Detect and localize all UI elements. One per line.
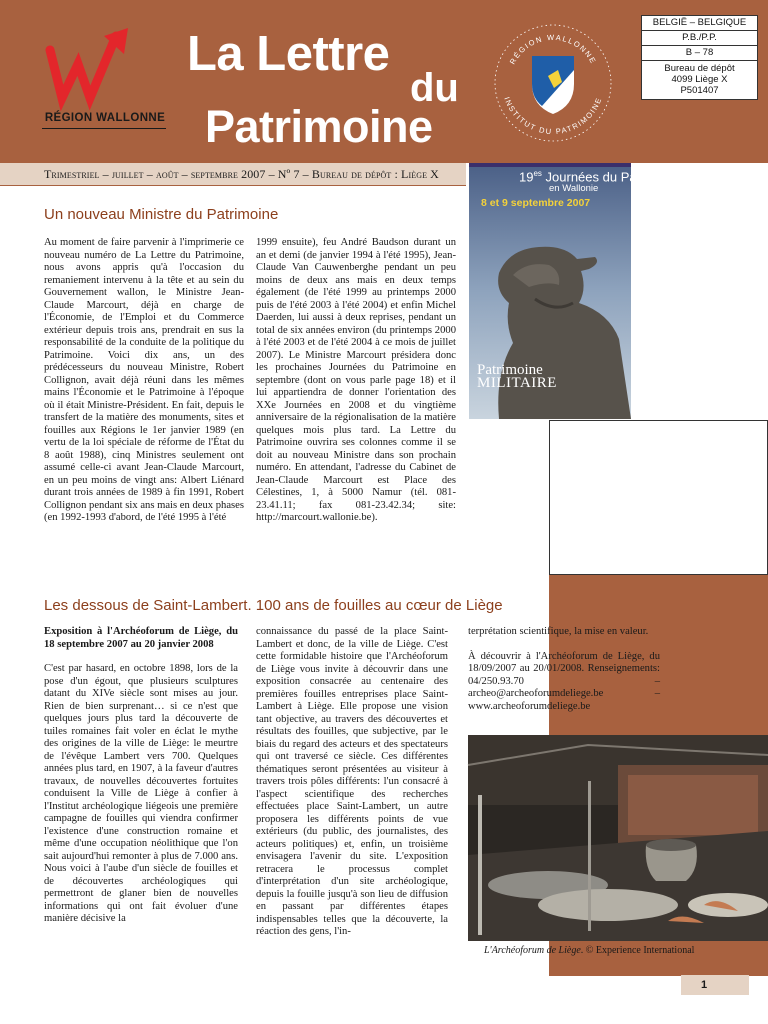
logo-underline	[42, 128, 166, 129]
issue-info-strip	[0, 163, 466, 186]
postal-code: B – 78	[642, 46, 757, 61]
article-saint-lambert-column-1	[44, 626, 238, 962]
poster-title-patrimoine: Patrimoine	[477, 362, 543, 378]
article-saint-lambert-heading: Les dessous de Saint-Lambert. 100 ans de fouilles au cœur de Liège	[44, 597, 503, 614]
photo-caption	[484, 945, 694, 956]
title-patrimoine: Patrimoine	[205, 101, 433, 152]
article-ministre-column-1: Au moment de faire parvenir à l'imprimerie ce nouveau numéro de La Lettre du Patrimoine, nous avons appris qu'à l'occasion du remaniement intervenu à la tête et au sein du Gouvernement wallon, le Ministre Jean-Claude Marcourt, déjà en charge de l'Économie, de l'Emploi et du Commerce extérieur depuis trois ans, prendrait en sus la responsabilité de la conduite de la politique du Patrimoine. Voici dix ans, un des prédécesseurs du nouveau Ministre, Robert Collignon, avait déjà réuni dans les mêmes mains l'Économie et le Patrimoine à l'époque où il était Ministre-Président. En fait, depuis le transfert de la matière des monuments, sites et fouilles aux Régions le 1er janvier 1989 (en vertu de la loi spéciale de réforme de l'État du 8 août 1988), cinq Ministres seulement ont assumé celle-ci avant Jean-Claude Marcourt, en un peu moins de vingt ans: Albert Liénard durant trois années de 1989 à fin 1991, Robert Collignon pendant six ans mais en deux phases (en 1992-1993 d'abord, de l'été 1995 à l'été	[44, 237, 244, 523]
article-saint-lambert-text-1: C'est par hasard, en octobre 1898, lors de la pose d'un égout, que plusieurs sculptures datant du XIVe siècle sont mises au jour. Rien de bien surprenant… si ce n'est que quelques jours plus tard la découverte de tuiles romaines fait voler en éclat le mythe des origines de la ville de Liège: le meurtre de l'évêque Lambert vers 700. Quelques années plus tard, en 1907, à la faveur d'autres travaux, de nouvelles découvertes fortuites conduisent la Ville de Liège à confier à l'Institut archéologique liégeois une première campagne de fouilles qui viendra confirmer l'existence d'une construction romaine et même d'une occupation néolithique que l'on sait aujourd'hui remonter à plus de 7.000 ans. Nous voici à l'aube d'un siècle de fouilles et de découvertes archéologiques qui permettront de glaner bien de nouvelles informations qui ont fait évoluer d'une manière décisive la	[44, 663, 238, 924]
caption-credit: . © Experience International	[580, 945, 695, 956]
poster-number-sup: es	[533, 169, 542, 178]
seal-text-bottom: INSTITUT DU PATRIMOINE	[502, 95, 604, 137]
postal-office-label: Bureau de dépôt	[664, 63, 735, 74]
region-wallonne-logo	[30, 28, 180, 132]
title-du: du	[410, 66, 459, 110]
poster-subtitle: en Wallonie	[549, 183, 599, 194]
archeoforum-excavation-image	[468, 735, 768, 941]
postal-office-city: 4099 Liège X	[671, 74, 728, 85]
poster-date: 8 et 9 septembre 2007	[481, 197, 591, 209]
article-saint-lambert-column-3	[468, 626, 660, 726]
journees-du-patrimoine-poster	[469, 163, 683, 419]
poster-edition-number	[519, 169, 683, 184]
page-number-box	[681, 975, 749, 995]
archeoforum-photo	[468, 735, 768, 941]
postal-pbpp: P.B./P.P.	[642, 31, 757, 46]
issue-info-text: Trimestriel – juillet – août – septembre 2007 – Nº 7 – Bureau de dépôt : Liège X	[44, 167, 439, 181]
region-wallonne-mark-icon	[38, 28, 178, 110]
article-ministre-heading: Un nouveau Ministre du Patrimoine	[44, 206, 279, 223]
exhibition-info: À découvrir à l'Archéoforum de Liège, du 18/09/2007 au 20/01/2008. Renseignements: 04/250.93.70 – archeo@archeoforumdeliege.be – www.archeoforumdeliege.be	[468, 650, 660, 712]
institut-du-patrimoine-seal	[488, 18, 618, 148]
logo-text: RÉGION WALLONNE	[44, 112, 166, 124]
poster-number-rest: Journées du Patrimoine	[541, 169, 683, 185]
caption-italic: L'Archéoforum de Liège	[484, 945, 581, 956]
poster-number: 19	[519, 169, 534, 185]
postal-country: BELGIË – BELGIQUE	[642, 16, 757, 31]
article-saint-lambert-column-2: connaissance du passé de la place Saint-Lambert et donc, de la ville de Liège. C'est cette formidable histoire que l'Archéoforum de Liège vous invite à découvrir dans une exposition consacrée au centenaire des premières fouilles entreprises place Saint-Lambert à Liège. Elle propose une vision tant objective, au travers des découvertes et résultats des fouilles, que subjective, par le biais du regard des acteurs et des spectateurs qui ont traversé ce siècle. Ces différentes thématiques seront présentées au visiteur à travers trois pôles différents: l'un consacré à l'aspect scientifique des recherches effectuées place Saint-Lambert, un autre proposera les différents points de vue extérieurs (du public, des journalistes, des acteurs politiques) et, enfin, un troisième envisagera l'avenir du site. L'exposition retracera le processus complet d'interprétation d'un site archéologique, depuis la fouille jusqu'à son lieu de diffusion en passant par différentes étapes indispensables telles que la découverte, la réaction des gens, l'in-	[256, 626, 448, 937]
page-number: 1	[701, 979, 708, 991]
title-la-lettre: La Lettre	[187, 27, 390, 81]
postal-indicia-box	[641, 15, 758, 100]
masthead	[0, 0, 768, 163]
postal-permit: P501407	[680, 85, 719, 96]
right-blank-box	[549, 420, 768, 575]
article-saint-lambert-text-3: terprétation scientifique, la mise en valeur.	[468, 626, 649, 637]
seal-text-top: RÉGION WALLONNE	[507, 32, 599, 66]
article-ministre-column-2: 1999 ensuite), feu André Baudson durant un an et demi (de janvier 1994 à l'été 1995), Jean-Claude Van Cauwenberghe pendant un peu moins de deux ans mais en deux temps également (de l'été 1999 au printemps 2000 puis de l'été 2003 à l'été 2004) et enfin Michel Daerden, lui aussi à deux reprises, pendant un total de six années environ (du printemps 2000 à l'été 2003 et de l'été 2004 à ce mois de juillet 2007). Le Ministre Marcourt présidera donc les prochaines Journées du Patrimoine en septembre (dont on vous parle page 18) et il lui appartiendra de donner l'orientation des XXe Journées en 2008 et du vingtième anniversaire de la régionalisation de la matière quelques mois plus tard. La Lettre du Patrimoine ouvrira ses colonnes comme il se doit au nouveau Ministre dans son prochain numéro. En attendant, l'adresse du Cabinet de Jean-Claude Marcourt est Place des Célestines, 1, à 5000 Namur (tél. 081-23.41.11; fax 081-23.42.34; site: http://marcourt.wallonie.be).	[256, 237, 456, 523]
postal-office	[642, 61, 757, 99]
shield-icon	[532, 56, 574, 114]
exhibition-lead: Exposition à l'Archéoforum de Liège, du 18 septembre 2007 au 20 janvier 2008	[44, 626, 238, 650]
poster-title-militaire: MILITAIRE	[477, 375, 557, 391]
